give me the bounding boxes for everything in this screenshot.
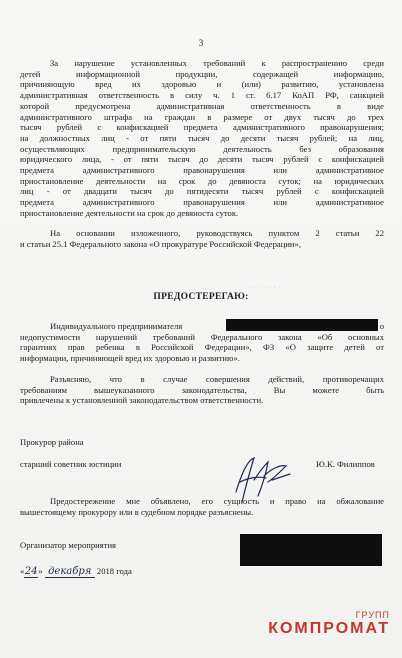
- penalties-line: осуществляющих предпринимательскую деятельность без образования: [20, 143, 384, 154]
- penalties-line: административного штрафа на граждан в размере от двух тысяч до трех: [20, 111, 384, 122]
- date-line: «24» декабря 2018 года: [20, 566, 132, 577]
- subject-line-3: информации, причиняющей вред их здоровью и развитию».: [20, 353, 240, 364]
- penalties-line: предмета административного правонарушения или административное: [20, 197, 384, 208]
- watermark-top-text: ГРУПП: [355, 610, 390, 620]
- penalties-line: юридического лица, - от пяти тысяч до десяти тысяч рублей с конфискацией: [20, 154, 384, 165]
- legal-basis-line: На основании изложенного, руководствуясь пунктом 2 статьи 22: [50, 228, 384, 238]
- penalties-line: которой предусмотрена административная ответственность в виде: [20, 100, 384, 111]
- bleed-through-text: · · · · · · ·: [250, 283, 281, 292]
- prosecutor-title-2: старший советник юстиции: [20, 459, 122, 469]
- watermark-logo: [230, 610, 400, 650]
- prosecutor-title-1: Прокурор района: [20, 437, 84, 447]
- date-day: 24: [24, 566, 38, 577]
- legal-basis-line: и статьи 25.1 Федерального закона «О прокуратуре Российской Федерации»,: [20, 238, 301, 249]
- explanation-line: требованиям вышеуказанного законодательства, Вы можете быть: [20, 384, 384, 395]
- paragraph-notice: [20, 496, 384, 517]
- date-month: декабря: [45, 566, 95, 578]
- penalties-line: лиц - от двадцати тысяч до пятидесяти тысяч рублей с конфискацией: [20, 186, 384, 197]
- watermark-main-text: КОМПРОМАТ: [268, 620, 390, 637]
- entrepreneur-label: Индивидуального предпринимателя: [50, 321, 183, 331]
- penalties-line: причиняющую вред их здоровью и (или) развитию, установлена: [20, 79, 384, 90]
- date-year: 2018 года: [96, 566, 132, 576]
- notice-line: вышестоящему прокурору или в судебном порядке разъяснены.: [20, 506, 254, 517]
- paragraph-explanation: [20, 374, 384, 406]
- heading-warning: ПРЕДОСТЕРЕГАЮ:: [153, 292, 249, 302]
- notice-line: Предостережение мне объявлено, его сущность и право на обжалование: [50, 496, 384, 506]
- penalties-line: на должностных лиц - от пяти тысяч до десяти тысяч рублей; на лиц,: [20, 132, 384, 143]
- explanation-line: привлечены к установленной законодательством ответственности.: [20, 395, 264, 406]
- organizer-label: Организатор мероприятия: [20, 540, 117, 550]
- penalties-line: приостановление деятельности на срок до девяноста суток.: [20, 207, 239, 218]
- page-number: 3: [198, 38, 204, 48]
- paragraph-penalties: [20, 58, 384, 219]
- explanation-line: Разъясняю, что в случае совершения действий, противоречащих: [50, 374, 384, 384]
- penalties-line: административная ответственность в силу ч. 1 ст. 6.17 КоАП РФ, санкцией: [20, 90, 384, 101]
- redaction-entrepreneur-name: [226, 319, 378, 331]
- penalties-line: детей информационной продукции, содержащей информацию,: [20, 68, 384, 79]
- penalties-line: приостановление деятельности на срок до девяноста суток; на юридических: [20, 175, 384, 186]
- prosecutor-name: Ю.К. Филиппов: [316, 459, 375, 469]
- subject-line-1: недопустимости нарушений требований Федерального закона «Об основных: [20, 331, 384, 342]
- first-line-end: о: [379, 321, 384, 331]
- subject-line-2: гарантиях прав ребенка в Российской Федерации», ФЗ «О защите детей от: [20, 342, 384, 353]
- penalties-line: За нарушение установленных требований к распространению среди: [50, 58, 384, 68]
- penalties-line: тысяч рублей с конфискацией предмета административного правонарушения;: [20, 122, 384, 133]
- paragraph-legal-basis: [20, 228, 384, 249]
- penalties-line: предмета административного правонарушения или административное: [20, 165, 384, 176]
- redaction-organizer-signature: [240, 534, 382, 566]
